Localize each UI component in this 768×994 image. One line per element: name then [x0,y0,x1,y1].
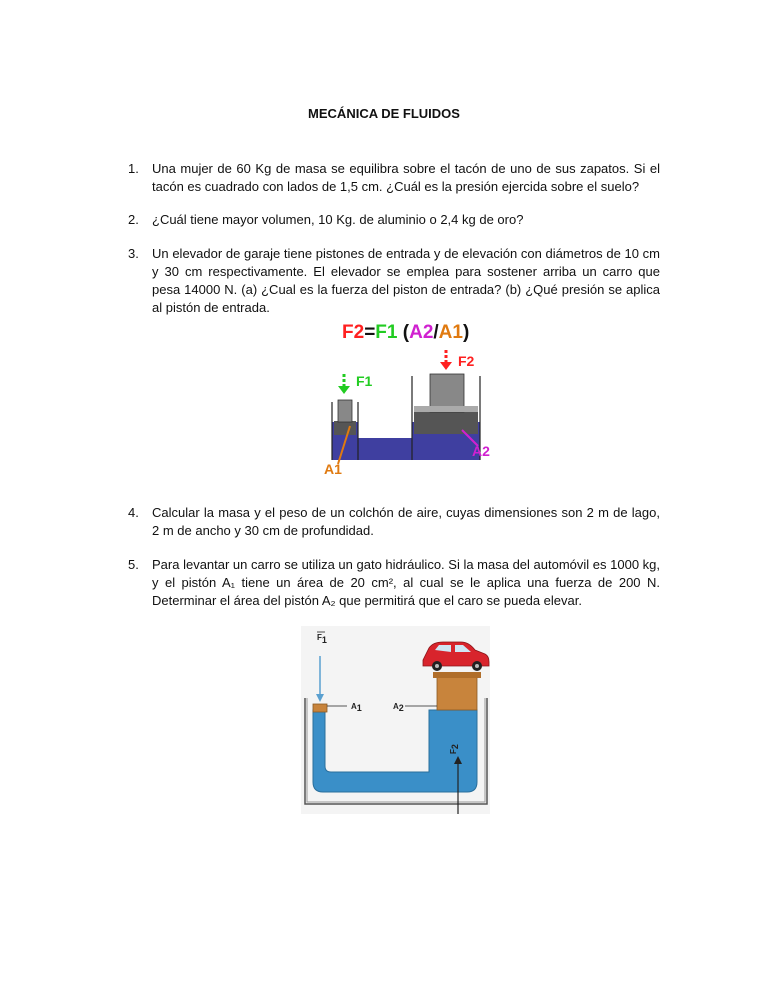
question-5 [128,556,660,610]
formula-f2: F2 [342,322,365,343]
label-f2: F2 [458,353,475,369]
large-piston [437,676,477,710]
label-a1: A1 [324,461,342,477]
large-piston [414,410,478,434]
label-a2: A2 [472,443,490,459]
question-text: Una mujer de 60 Kg de masa se equilibra sobre el tacón de uno de sus zapatos. Si el tacón es cuadrado con lados de 1,5 cm. ¿Cuál es la presión ejercida sobre el suelo? [152,161,660,194]
label-f1: F1 [317,633,327,645]
question-text: ¿Cuál tiene mayor volumen, 10 Kg. de aluminio o 2,4 kg de oro? [152,212,524,227]
question-1 [128,160,660,196]
question-text: Calcular la masa y el peso de un colchón de aire, cuyas dimensiones son 2 m de lago, 2 m de ancho y 30 cm de profundidad. [152,505,660,538]
question-number: 1. [128,161,139,176]
small-piston [313,704,327,712]
label-f1: F1 [356,373,373,389]
formula-f1: F1 [375,322,398,343]
question-3 [128,245,660,317]
formula-equals: = [364,322,376,343]
formula-slash: / [433,322,439,343]
label-a2: A2 [393,702,404,713]
formula [342,322,469,343]
hydraulic-jack-diagram [301,626,490,814]
question-4 [128,504,660,540]
formula-a2: A2 [409,322,434,343]
formula-close-paren: ) [462,322,470,343]
hydraulic-press-diagram [322,318,502,478]
label-a1: A1 [351,702,362,713]
arrow-down-icon [338,374,350,394]
question-number: 3. [128,246,139,261]
question-number: 4. [128,505,139,520]
formula-a1: A1 [438,322,463,343]
question-number: 2. [128,212,139,227]
formula-open-paren: ( [397,322,410,343]
question-number: 5. [128,557,139,572]
small-piston [334,421,356,435]
page-title: MECÁNICA DE FLUIDOS [308,106,460,121]
arrow-down-icon [440,350,452,370]
question-text: Un elevador de garaje tiene pistones de entrada y de elevación con diámetros de 10 cm y 30 cm respectivamente. El elevador se emplea para sostener arriba un carro que pesa 14000 N. (a) ¿Cual es la fuerza del piston de entrada? (b) ¿Qué presión se aplica al pistón de entrada. [152,246,660,315]
label-f2: F2 [449,744,460,754]
question-2 [128,211,660,229]
question-text: Para levantar un carro se utiliza un gato hidráulico. Si la masa del automóvil es 1000 kg, y el pistón A₁ tiene un área de 20 cm², al cual se le aplica una fuerza de 200 N. Determinar el área del pistón A₂ que permitirá que el caro se pueda elevar. [152,557,661,608]
